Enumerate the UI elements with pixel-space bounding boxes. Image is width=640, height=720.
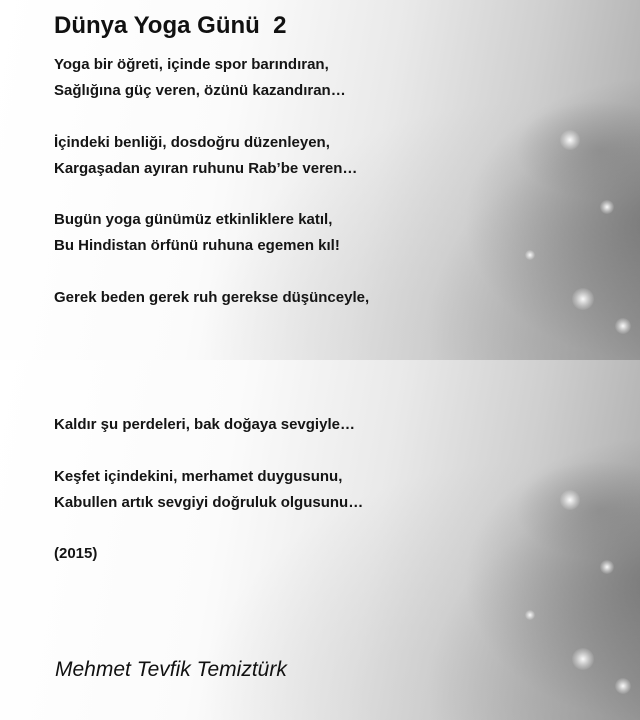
stanza-6 [54,464,363,516]
bokeh-light [560,130,580,150]
poem-line: Bugün yoga günümüz etkinliklere katıl, [54,211,333,228]
bokeh-light [525,250,535,260]
stanza-2 [54,130,357,182]
poem-title: Dünya Yoga Günü 2 [54,12,287,39]
bokeh-light [600,560,614,574]
bokeh-light [525,610,535,620]
stanza-1 [54,52,346,104]
poem-line: (2015) [54,545,98,562]
bokeh-light [615,678,631,694]
bokeh-light [615,318,631,334]
stanza-4 [54,285,369,311]
poem-line: Keşfet içindekini, merhamet duygusunu, [54,468,343,485]
poem-line: Yoga bir öğreti, içinde spor barındıran, [54,56,329,73]
bokeh-light [600,200,614,214]
poem-page-2 [0,360,640,720]
bokeh-light [572,288,594,310]
bokeh-light [560,490,580,510]
poem-line: Kargaşadan ayıran ruhunu Rab’be veren… [54,160,358,177]
poem-line: Sağlığına güç veren, özünü kazandıran… [54,82,346,99]
poem-line: Bu Hindistan örfünü ruhuna egemen kıl! [54,237,340,254]
poem-line: Gerek beden gerek ruh gerekse düşünceyle, [54,289,370,306]
poem-line: Kaldır şu perdeleri, bak doğaya sevgiyle… [54,416,355,433]
author-signature: Mehmet Tevfik Temiztürk [55,658,287,681]
poem-date [54,541,97,567]
stanza-5 [54,412,355,438]
poem-line: Kabullen artık sevgiyi doğruluk olgusunu… [54,494,364,511]
stanza-3 [54,207,340,259]
poem-line: İçindeki benliği, dosdoğru düzenleyen, [54,134,330,151]
bokeh-light [572,648,594,670]
